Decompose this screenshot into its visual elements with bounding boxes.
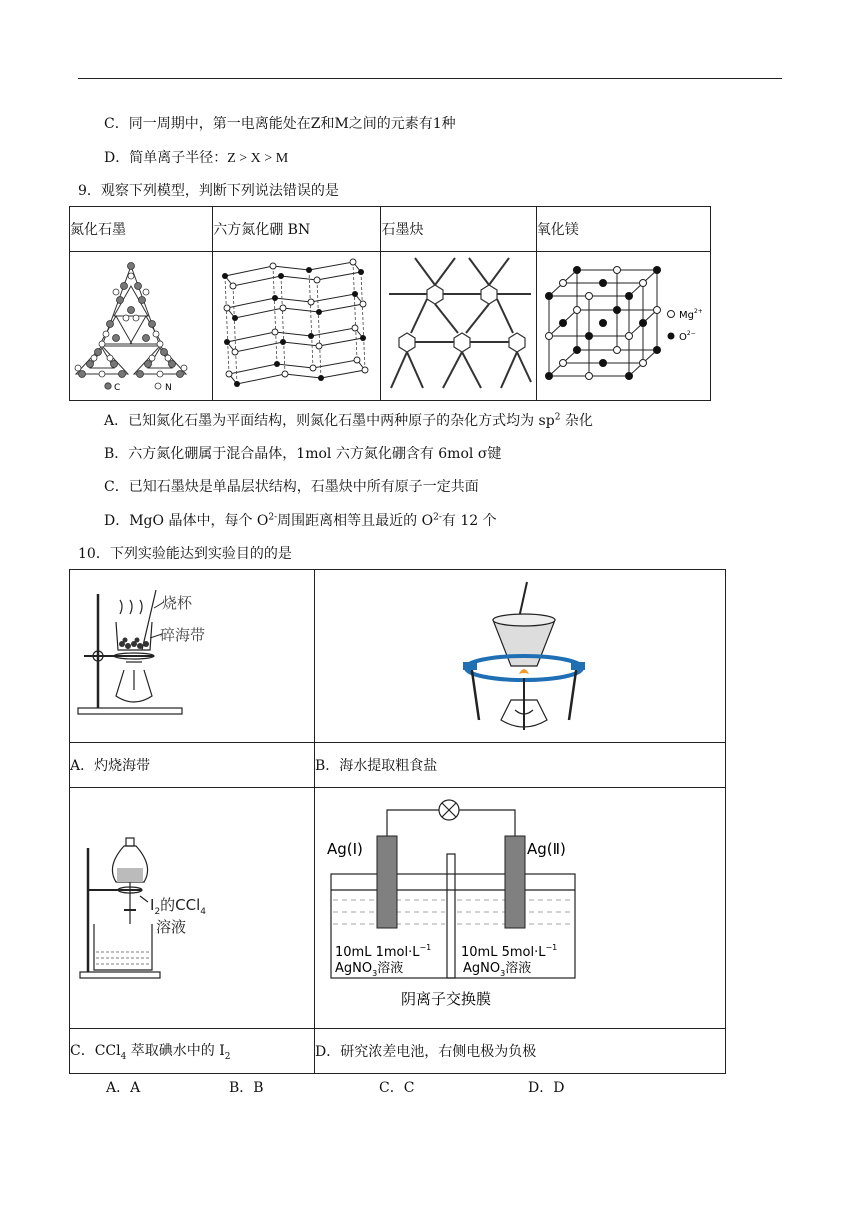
figure-concentration-cell [315,788,726,1029]
legend-c-label: C [114,383,121,393]
legend-mg-label: $Mg^{2+}$ [678,308,703,321]
header-graphdiyne: 石墨炔 [381,207,536,252]
caption-b: B．海水提取粗食盐 [315,743,726,788]
q9-option-d: D．MgO 晶体中，每个 $O^{2-}$周围距离相等且最近的 $O^{2-}$有 12 个 [104,512,497,529]
left-agno3-label: AgNO$_3$溶液 [335,961,404,978]
mgo-crystal-structure [537,252,710,396]
graphdiyne-structure [381,252,535,396]
q10-experiment-table [69,569,726,1074]
q9-stem: 9．观察下列模型，判断下列说法错误的是 [78,183,339,199]
caption-a: A．灼烧海带 [70,743,315,788]
choice-b[interactable]: B．B [229,1080,264,1096]
figure-carbon-nitride [70,252,213,401]
figure-burning-kelp [70,570,315,743]
q9-model-table [69,206,711,401]
q9-option-c: C．已知石墨炔是单晶层状结构，石墨炔中所有原子一定共面 [104,479,479,495]
left-concentration-label: 10mL $1mol\cdot L^{-1}$ [335,943,432,960]
label-kelp: 碎海带 [160,626,206,644]
carbon-nitride-structure [70,252,212,396]
figure-evaporation [315,570,726,743]
legend-o-label: $O^{2-}$ [678,330,696,343]
evaporation-apparatus [315,570,725,738]
header-mgo: 氧化镁 [536,207,710,252]
header-hexagonal-bn: 六方氮化硼 BN [213,207,381,252]
figure-mgo [536,252,710,401]
left-electrode-label: Ag(Ⅰ) [327,840,363,858]
caption-d: D．研究浓差电池，右侧电极为负极 [315,1029,726,1074]
legend-n-label: N [165,383,172,393]
choice-d[interactable]: D．D [528,1080,565,1096]
right-concentration-label: 10mL $5mol\cdot L^{-1}$ [461,943,558,960]
q8-option-c: C．同一周期中，第一电离能处在Z和M之间的元素有1种 [104,116,456,132]
label-beaker: 烧杯 [162,594,193,612]
q9-option-b: B．六方氮化硼属于混合晶体，1mol 六方氮化硼含有 6mol σ键 [104,446,502,462]
q8-option-d: D．简单离子半径：Z > X > M [104,150,289,166]
q9-option-a: A．已知氮化石墨为平面结构，则氮化石墨中两种原子的杂化方式均为 $sp^2$ 杂化 [104,412,593,429]
hexagonal-bn-structure [213,252,380,396]
burning-kelp-apparatus [70,570,314,738]
label-solution: 溶液 [156,918,187,936]
figure-extraction [70,788,315,1029]
right-agno3-label: AgNO$_3$溶液 [463,961,532,978]
figure-graphdiyne [381,252,536,401]
right-electrode-label: Ag(Ⅱ) [527,840,566,858]
choice-c[interactable]: C．C [379,1080,415,1096]
header-carbon-nitride: 氮化石墨 [70,207,213,252]
separatory-funnel-apparatus [70,788,314,1024]
caption-c: C．CCl$_4$ 萃取碘水中的 $I_2$ [70,1029,315,1074]
q10-stem: 10．下列实验能达到实验目的的是 [78,546,292,562]
figure-hexagonal-bn [213,252,381,401]
label-i2-ccl4: $I_2$的CCl$_4$ [150,896,207,917]
header-rule [78,78,782,79]
membrane-label: 阴离子交换膜 [401,990,492,1008]
concentration-cell-apparatus [315,788,725,1024]
choice-a[interactable]: A．A [106,1080,141,1096]
